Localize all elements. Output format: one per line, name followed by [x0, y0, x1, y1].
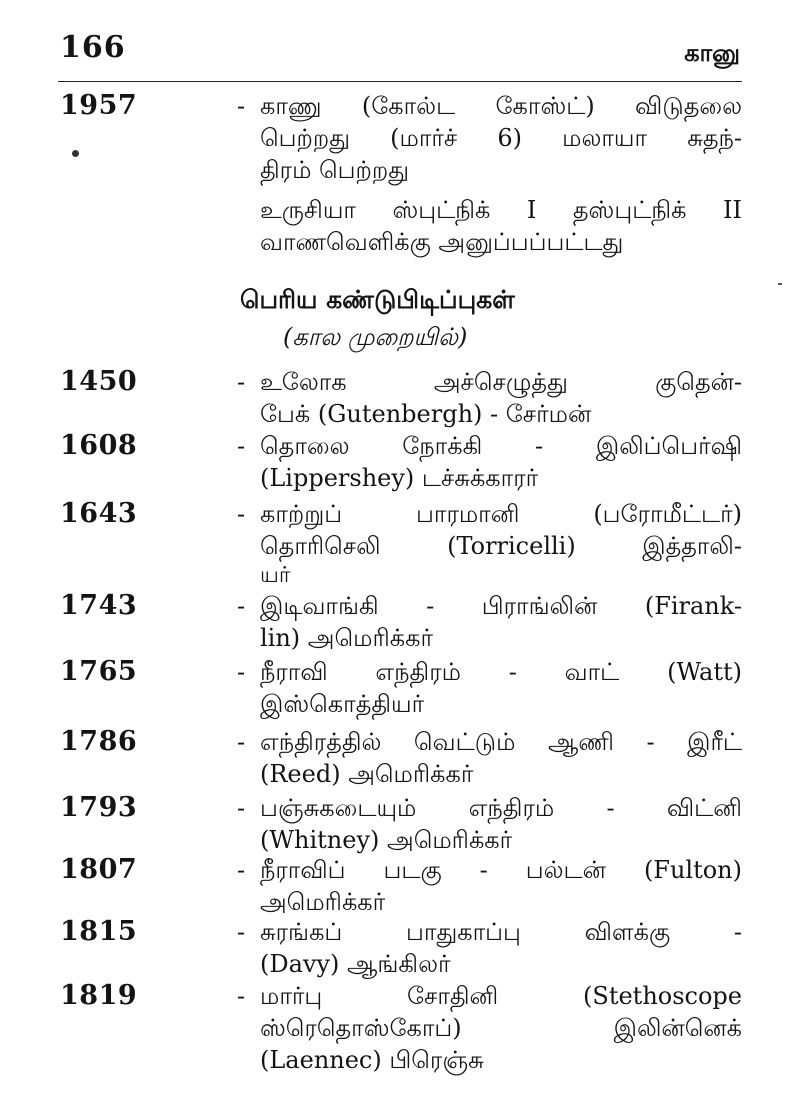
entry-year: 1450 — [60, 366, 138, 397]
entry-text-line: தொரிசெலி (Torricelli) இத்தாலி- — [260, 532, 742, 560]
entry-text-line: யர் — [260, 563, 291, 588]
entry-year: 1815 — [60, 916, 138, 947]
entry-year: 1743 — [60, 590, 138, 621]
entry-text-line: சுரங்கப் பாதுகாப்பு விளக்கு - — [260, 918, 742, 946]
entry-year: 1957 — [60, 90, 138, 121]
entry-text-line: பெற்றது (மார்ச் 6) மலாயா சுதந்- — [260, 124, 742, 152]
entry-text-line: நீராவி எந்திரம் - வாட் (Watt) — [260, 658, 742, 686]
entry-dash: - — [237, 368, 246, 396]
section-subtitle: (கால முறையில்) — [283, 323, 468, 351]
entry-dash: - — [237, 658, 246, 686]
page-number: 166 — [60, 30, 126, 65]
entry-text-line: நீராவிப் படகு - பல்டன் (Fulton) — [260, 856, 742, 884]
entry-text-line: காணு (கோல்ட கோஸ்ட்) விடுதலை — [260, 92, 742, 120]
entry-text-line: (Lippershey) டச்சுக்காரர் — [260, 464, 539, 492]
entry-text-line: (Davy) ஆங்கிலர் — [260, 950, 451, 978]
entry-text-line: மார்பு சோதினி (Stethoscope — [260, 982, 742, 1010]
entry-text-line: உருசியா ஸ்புட்நிக் I தஸ்புட்நிக் II — [260, 196, 742, 224]
section-title: பெரிய கண்டுபிடிப்புகள் — [240, 285, 515, 314]
entry-text-line: இஸ்கொத்தியர் — [260, 690, 425, 718]
entry-year: 1793 — [60, 792, 138, 823]
entry-dash: - — [237, 856, 246, 884]
entry-dash: - — [237, 432, 246, 460]
entry-text-line: lin) அமெரிக்கர் — [260, 624, 433, 652]
entry-year: 1765 — [60, 656, 138, 687]
entry-year: 1807 — [60, 854, 138, 885]
entry-text-line: காற்றுப் பாரமானி (பரோமீட்டர்) — [260, 500, 742, 528]
entry-year: 1643 — [60, 498, 138, 529]
ink-dot — [72, 150, 79, 157]
entry-dash: - — [237, 92, 246, 120]
entry-text-line: திரம் பெற்றது — [260, 156, 410, 184]
entry-dash: - — [237, 500, 246, 528]
entry-year: 1786 — [60, 726, 138, 757]
entry-text-line: பேக் (Gutenbergh) - சேர்மன் — [260, 400, 592, 428]
entry-text-line: வாணவெளிக்கு அனுப்பப்பட்டது — [260, 228, 624, 256]
entry-text-line: தொலை நோக்கி - இலிப்பெர்ஷி — [260, 432, 742, 460]
entry-year: 1819 — [60, 980, 138, 1011]
entry-year: 1608 — [60, 430, 138, 461]
entry-text-line: உலோக அச்செழுத்து குதென்- — [260, 368, 742, 396]
entry-dash: - — [237, 592, 246, 620]
entry-text-line: இடிவாங்கி - பிராங்லின் (Firank- — [260, 592, 742, 620]
entry-dash: - — [237, 982, 246, 1010]
entry-text-line: (Reed) அமெரிக்கர் — [260, 760, 474, 788]
running-head: கானு — [684, 38, 740, 67]
entry-text-line: எந்திரத்தில் வெட்டும் ஆணி - இரீட் — [260, 728, 742, 756]
ink-mark — [778, 283, 782, 285]
entry-text-line: (Laennec) பிரெஞ்சு — [260, 1046, 484, 1074]
entry-dash: - — [237, 794, 246, 822]
entry-text-line: அமெரிக்கர் — [260, 888, 386, 916]
entry-dash: - — [237, 918, 246, 946]
entry-text-line: ஸ்ரெதொஸ்கோப்) இலின்னெக் — [260, 1014, 742, 1042]
entry-text-line: பஞ்சுகடையும் எந்திரம் - விட்னி — [260, 794, 742, 822]
entry-text-line: (Whitney) அமெரிக்கர் — [260, 826, 513, 854]
header-rule — [58, 81, 742, 82]
entry-dash: - — [237, 728, 246, 756]
